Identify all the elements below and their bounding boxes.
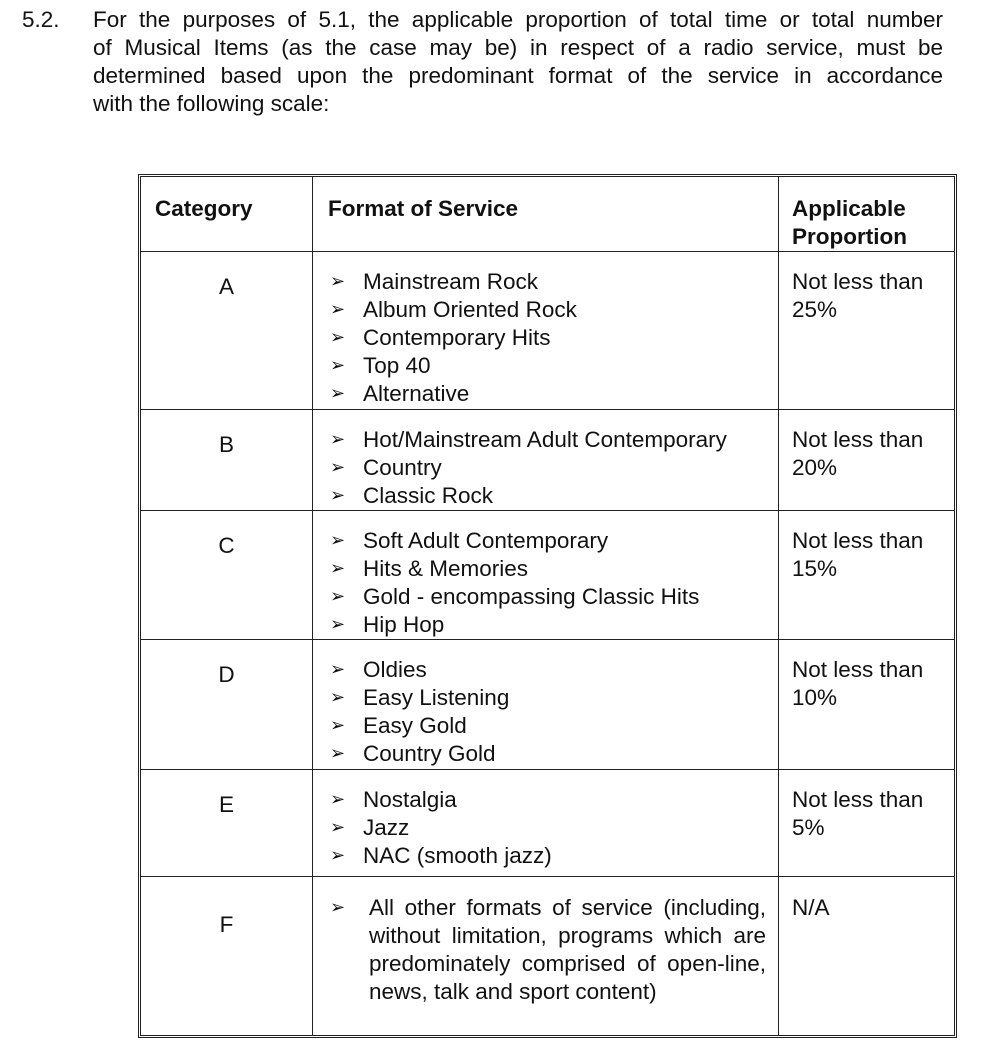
arrowhead-bullet-icon: ➢ <box>330 299 346 320</box>
list-item <box>328 684 778 712</box>
list-item <box>328 324 778 352</box>
table-header-row <box>141 177 954 252</box>
format-label: Hip Hop <box>363 612 445 637</box>
category-cell: A <box>141 252 313 410</box>
clause-line: determined based upon the predominant format of the service in accordance <box>93 63 943 88</box>
proportion-line1: Not less than <box>792 528 924 553</box>
header-proportion-line2: Proportion <box>792 224 907 249</box>
table-row <box>141 770 954 877</box>
format-label: Mainstream Rock <box>363 269 539 294</box>
arrowhead-bullet-icon: ➢ <box>330 614 346 635</box>
format-label: Country Gold <box>363 741 496 766</box>
list-item <box>328 352 778 380</box>
list-item <box>328 380 778 408</box>
arrowhead-bullet-icon: ➢ <box>330 355 346 376</box>
format-label: Oldies <box>363 657 427 682</box>
arrowhead-bullet-icon: ➢ <box>330 429 346 450</box>
list-item <box>328 656 778 684</box>
list-item <box>328 611 778 639</box>
header-category: Category <box>141 177 313 252</box>
arrowhead-bullet-icon: ➢ <box>330 789 346 810</box>
arrowhead-bullet-icon: ➢ <box>330 687 346 708</box>
format-scale-table <box>138 174 957 1038</box>
format-list <box>328 656 778 768</box>
arrowhead-bullet-icon: ➢ <box>330 659 346 680</box>
arrowhead-bullet-icon: ➢ <box>330 897 346 918</box>
list-item <box>328 426 778 454</box>
table-row <box>141 252 954 410</box>
proportion-line2: 5% <box>792 815 825 840</box>
format-label: Easy Gold <box>363 713 467 738</box>
format-cell <box>313 770 779 877</box>
format-label: All other formats of service (including, without limitation, programs which are predominately comprised of open-line, news, talk and sport content) <box>369 895 766 1004</box>
format-label: Nostalgia <box>363 787 457 812</box>
arrowhead-bullet-icon: ➢ <box>330 327 346 348</box>
header-format: Format of Service <box>313 177 779 252</box>
arrowhead-bullet-icon: ➢ <box>330 271 346 292</box>
format-label: Easy Listening <box>363 685 510 710</box>
list-item <box>328 786 778 814</box>
arrowhead-bullet-icon: ➢ <box>330 743 346 764</box>
proportion-cell <box>779 877 954 1035</box>
list-item <box>328 527 778 555</box>
proportion-cell <box>779 640 954 770</box>
format-label: Jazz <box>363 815 410 840</box>
proportion-line1: Not less than <box>792 787 924 812</box>
list-item <box>328 712 778 740</box>
table-row <box>141 511 954 640</box>
format-label: Hits & Memories <box>363 556 529 581</box>
list-item <box>328 454 778 482</box>
arrowhead-bullet-icon: ➢ <box>330 817 346 838</box>
arrowhead-bullet-icon: ➢ <box>330 558 346 579</box>
format-label: Top 40 <box>363 353 431 378</box>
table-row <box>141 640 954 770</box>
list-item <box>328 583 778 611</box>
list-item <box>328 555 778 583</box>
proportion-cell <box>779 252 954 410</box>
format-list <box>328 786 778 870</box>
header-proportion-line1: Applicable <box>792 196 906 221</box>
list-item <box>328 842 778 870</box>
list-item <box>328 268 778 296</box>
arrowhead-bullet-icon: ➢ <box>330 457 346 478</box>
table-row <box>141 410 954 511</box>
proportion-line2: 20% <box>792 455 838 480</box>
format-label: Soft Adult Contemporary <box>363 528 609 553</box>
format-label: Hot/Mainstream Adult Contemporary <box>363 427 727 452</box>
format-label: Classic Rock <box>363 483 494 508</box>
arrowhead-bullet-icon: ➢ <box>330 530 346 551</box>
proportion-cell <box>779 770 954 877</box>
arrowhead-bullet-icon: ➢ <box>330 485 346 506</box>
format-list <box>328 894 778 1006</box>
clause-body <box>93 6 943 118</box>
list-item <box>328 894 778 1006</box>
clause-line: of Musical Items (as the case may be) in respect of a radio service, must be <box>93 35 943 60</box>
category-cell: F <box>141 877 313 1035</box>
format-cell <box>313 640 779 770</box>
list-item <box>328 740 778 768</box>
list-item <box>328 482 778 510</box>
category-cell: D <box>141 640 313 770</box>
format-list <box>328 527 778 639</box>
clause-line: For the purposes of 5.1, the applicable proportion of total time or total number <box>93 7 943 32</box>
arrowhead-bullet-icon: ➢ <box>330 586 346 607</box>
proportion-line2: 25% <box>792 297 838 322</box>
format-label: Country <box>363 455 442 480</box>
clause-number: 5.2. <box>22 7 60 32</box>
format-cell <box>313 877 779 1035</box>
proportion-line1: Not less than <box>792 427 924 452</box>
arrowhead-bullet-icon: ➢ <box>330 383 346 404</box>
format-label: Gold - encompassing Classic Hits <box>363 584 700 609</box>
clause-line: with the following scale: <box>93 91 330 116</box>
format-cell <box>313 511 779 640</box>
format-cell <box>313 410 779 511</box>
format-label: Album Oriented Rock <box>363 297 577 322</box>
format-cell <box>313 252 779 410</box>
header-proportion <box>779 177 954 252</box>
format-list <box>328 426 778 510</box>
category-cell: C <box>141 511 313 640</box>
category-cell: E <box>141 770 313 877</box>
proportion-cell <box>779 511 954 640</box>
list-item <box>328 814 778 842</box>
table-row <box>141 877 954 1035</box>
proportion-line1: Not less than <box>792 269 924 294</box>
proportion-cell <box>779 410 954 511</box>
category-cell: B <box>141 410 313 511</box>
proportion-line2: 10% <box>792 685 838 710</box>
arrowhead-bullet-icon: ➢ <box>330 715 346 736</box>
proportion-line1: N/A <box>792 895 830 920</box>
format-list <box>328 268 778 408</box>
proportion-line2: 15% <box>792 556 838 581</box>
arrowhead-bullet-icon: ➢ <box>330 845 346 866</box>
list-item <box>328 296 778 324</box>
format-label: Alternative <box>363 381 470 406</box>
proportion-line1: Not less than <box>792 657 924 682</box>
format-label: Contemporary Hits <box>363 325 551 350</box>
format-label: NAC (smooth jazz) <box>363 843 552 868</box>
